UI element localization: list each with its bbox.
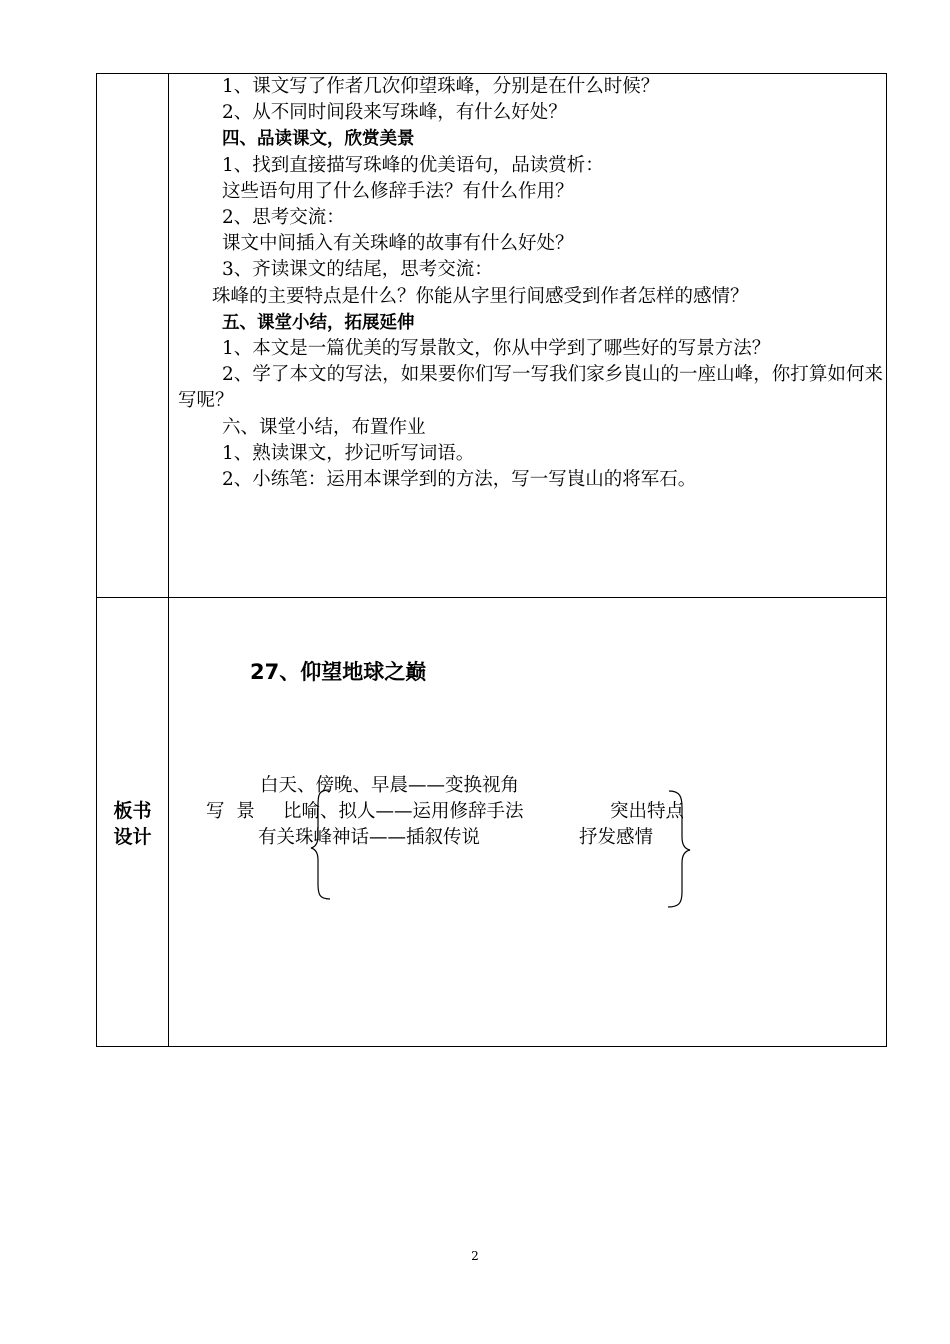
board-row-2: 比喻、拟人——运用修辞手法 [283, 801, 524, 822]
board-right-bottom: 抒发感情 [579, 827, 654, 848]
table-right-border [886, 73, 887, 1047]
lesson-procedure [178, 74, 883, 493]
board-right-top: 突出特点 [610, 801, 685, 822]
table-bottom-border [96, 1046, 887, 1047]
board-row-1: 白天、傍晚、早晨——变换视角 [260, 775, 520, 796]
lesson-line: 2、小练笔：运用本课学到的方法，写一写崀山的将军石。 [222, 469, 697, 491]
lesson-line: 珠峰的主要特点是什么？你能从字里行间感受到作者怎样的感情？ [212, 285, 749, 307]
table-column-divider [168, 73, 169, 1047]
lesson-line: 2、学了本文的写法，如果要你们写一写我们家乡崀山的一座山峰，你打算如何来写呢？ [178, 364, 883, 412]
lesson-line: 1、本文是一篇优美的写景散文，你从中学到了哪些好的写景方法？ [222, 338, 771, 360]
board-title: 27、仰望地球之巅 [250, 660, 427, 684]
lesson-line: 1、找到直接描写珠峰的优美语句，品读赏析： [222, 154, 604, 176]
table-row-divider [96, 597, 887, 598]
section-heading: 五、课堂小结，拓展延伸 [222, 312, 415, 333]
section-heading: 六、课堂小结，布置作业 [222, 416, 426, 438]
lesson-line: 课文中间插入有关珠峰的故事有什么好处？ [222, 233, 574, 255]
board-left-word: 写 景 [206, 801, 255, 822]
page-number: 2 [471, 1249, 479, 1263]
lesson-line: 这些语句用了什么修辞手法？有什么作用？ [222, 180, 574, 202]
board-design-label [97, 798, 168, 850]
board-label-line: 板书 [113, 800, 152, 822]
lesson-line: 2、从不同时间段来写珠峰，有什么好处？ [222, 102, 567, 124]
lesson-line: 3、齐读课文的结尾，思考交流： [222, 259, 493, 281]
table-left-border [96, 73, 97, 1047]
lesson-line: 1、熟读课文，抄记听写词语。 [222, 442, 475, 464]
lesson-line: 1、课文写了作者几次仰望珠峰，分别是在什么时候？ [222, 76, 660, 97]
board-label-line: 设计 [113, 826, 152, 848]
section-heading: 四、品读课文，欣赏美景 [222, 129, 415, 150]
lesson-line: 2、思考交流： [222, 207, 345, 229]
board-row-3: 有关珠峰神话——插叙传说 [258, 827, 481, 848]
